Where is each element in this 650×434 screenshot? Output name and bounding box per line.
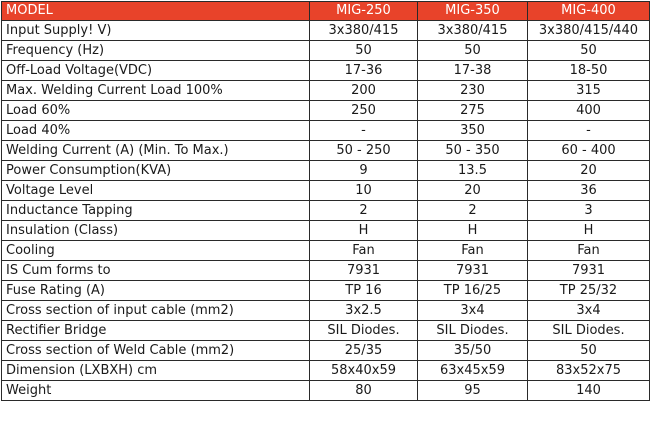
spec-value: - — [310, 121, 418, 141]
spec-label: Cross section of Weld Cable (mm2) — [2, 341, 310, 361]
spec-label: Load 40% — [2, 121, 310, 141]
spec-value: 17-38 — [418, 61, 528, 81]
table-row — [2, 281, 650, 301]
spec-value: 10 — [310, 181, 418, 201]
spec-value: 13.5 — [418, 161, 528, 181]
table-header — [2, 2, 650, 21]
spec-value: - — [528, 121, 650, 141]
spec-value: 63x45x59 — [418, 361, 528, 381]
spec-value: 50 — [528, 341, 650, 361]
spec-value: TP 25/32 — [528, 281, 650, 301]
table-row — [2, 201, 650, 221]
spec-value: 20 — [528, 161, 650, 181]
spec-value: 25/35 — [310, 341, 418, 361]
spec-value: 50 — [310, 41, 418, 61]
spec-value: 3x2.5 — [310, 301, 418, 321]
spec-value: 80 — [310, 381, 418, 401]
model-header-mig-400: MIG-400 — [528, 2, 650, 21]
spec-value: SIL Diodes. — [310, 321, 418, 341]
spec-value: 3x380/415/440 — [528, 21, 650, 41]
table-row — [2, 381, 650, 401]
spec-value: 7931 — [528, 261, 650, 281]
spec-value: 36 — [528, 181, 650, 201]
spec-value: 3x4 — [528, 301, 650, 321]
spec-label: Dimension (LXBXH) cm — [2, 361, 310, 381]
spec-value: TP 16 — [310, 281, 418, 301]
model-header-mig-350: MIG-350 — [418, 2, 528, 21]
table-row — [2, 321, 650, 341]
spec-label: Input Supply! V) — [2, 21, 310, 41]
table-row — [2, 181, 650, 201]
spec-value: 140 — [528, 381, 650, 401]
table-row — [2, 341, 650, 361]
spec-value: 2 — [310, 201, 418, 221]
table-row — [2, 361, 650, 381]
spec-value: TP 16/25 — [418, 281, 528, 301]
spec-value: 58x40x59 — [310, 361, 418, 381]
spec-value: 50 - 250 — [310, 141, 418, 161]
spec-value: 400 — [528, 101, 650, 121]
spec-value: 35/50 — [418, 341, 528, 361]
spec-value: SIL Diodes. — [418, 321, 528, 341]
spec-value: 2 — [418, 201, 528, 221]
spec-value: 17-36 — [310, 61, 418, 81]
spec-value: 7931 — [310, 261, 418, 281]
model-header-mig-250: MIG-250 — [310, 2, 418, 21]
table-row — [2, 61, 650, 81]
spec-value: 275 — [418, 101, 528, 121]
table-row — [2, 141, 650, 161]
spec-value: 3x4 — [418, 301, 528, 321]
spec-value: Fan — [310, 241, 418, 261]
spec-value: 3 — [528, 201, 650, 221]
spec-value: 95 — [418, 381, 528, 401]
spec-label: Rectifier Bridge — [2, 321, 310, 341]
spec-label: Cooling — [2, 241, 310, 261]
spec-value: H — [418, 221, 528, 241]
spec-value: 250 — [310, 101, 418, 121]
spec-label: Frequency (Hz) — [2, 41, 310, 61]
spec-value: 315 — [528, 81, 650, 101]
spec-label: Load 60% — [2, 101, 310, 121]
spec-value: 50 — [418, 41, 528, 61]
spec-label: IS Cum forms to — [2, 261, 310, 281]
spec-label: Inductance Tapping — [2, 201, 310, 221]
model-column-header: MODEL — [2, 2, 310, 21]
spec-value: 50 - 350 — [418, 141, 528, 161]
spec-value: 350 — [418, 121, 528, 141]
table-row — [2, 301, 650, 321]
table-row — [2, 41, 650, 61]
table-row — [2, 221, 650, 241]
spec-value: 20 — [418, 181, 528, 201]
spec-label: Fuse Rating (A) — [2, 281, 310, 301]
table-body — [2, 21, 650, 401]
spec-value: 9 — [310, 161, 418, 181]
table-row — [2, 81, 650, 101]
table-row — [2, 261, 650, 281]
spec-value: 83x52x75 — [528, 361, 650, 381]
spec-label: Max. Welding Current Load 100% — [2, 81, 310, 101]
table-row — [2, 121, 650, 141]
spec-value: H — [528, 221, 650, 241]
spec-value: Fan — [528, 241, 650, 261]
spec-label: Off-Load Voltage(VDC) — [2, 61, 310, 81]
spec-value: 3x380/415 — [310, 21, 418, 41]
spec-label: Power Consumption(KVA) — [2, 161, 310, 181]
spec-value: Fan — [418, 241, 528, 261]
spec-value: 230 — [418, 81, 528, 101]
spec-label: Weight — [2, 381, 310, 401]
header-row — [2, 2, 650, 21]
spec-value: 7931 — [418, 261, 528, 281]
spec-value: 3x380/415 — [418, 21, 528, 41]
spec-value: SIL Diodes. — [528, 321, 650, 341]
spec-label: Voltage Level — [2, 181, 310, 201]
spec-table — [1, 1, 650, 401]
spec-label: Cross section of input cable (mm2) — [2, 301, 310, 321]
table-row — [2, 241, 650, 261]
spec-value: 60 - 400 — [528, 141, 650, 161]
table-row — [2, 101, 650, 121]
table-row — [2, 161, 650, 181]
spec-value: 200 — [310, 81, 418, 101]
spec-value: H — [310, 221, 418, 241]
spec-value: 18-50 — [528, 61, 650, 81]
table-row — [2, 21, 650, 41]
spec-label: Insulation (Class) — [2, 221, 310, 241]
spec-label: Welding Current (A) (Min. To Max.) — [2, 141, 310, 161]
spec-value: 50 — [528, 41, 650, 61]
